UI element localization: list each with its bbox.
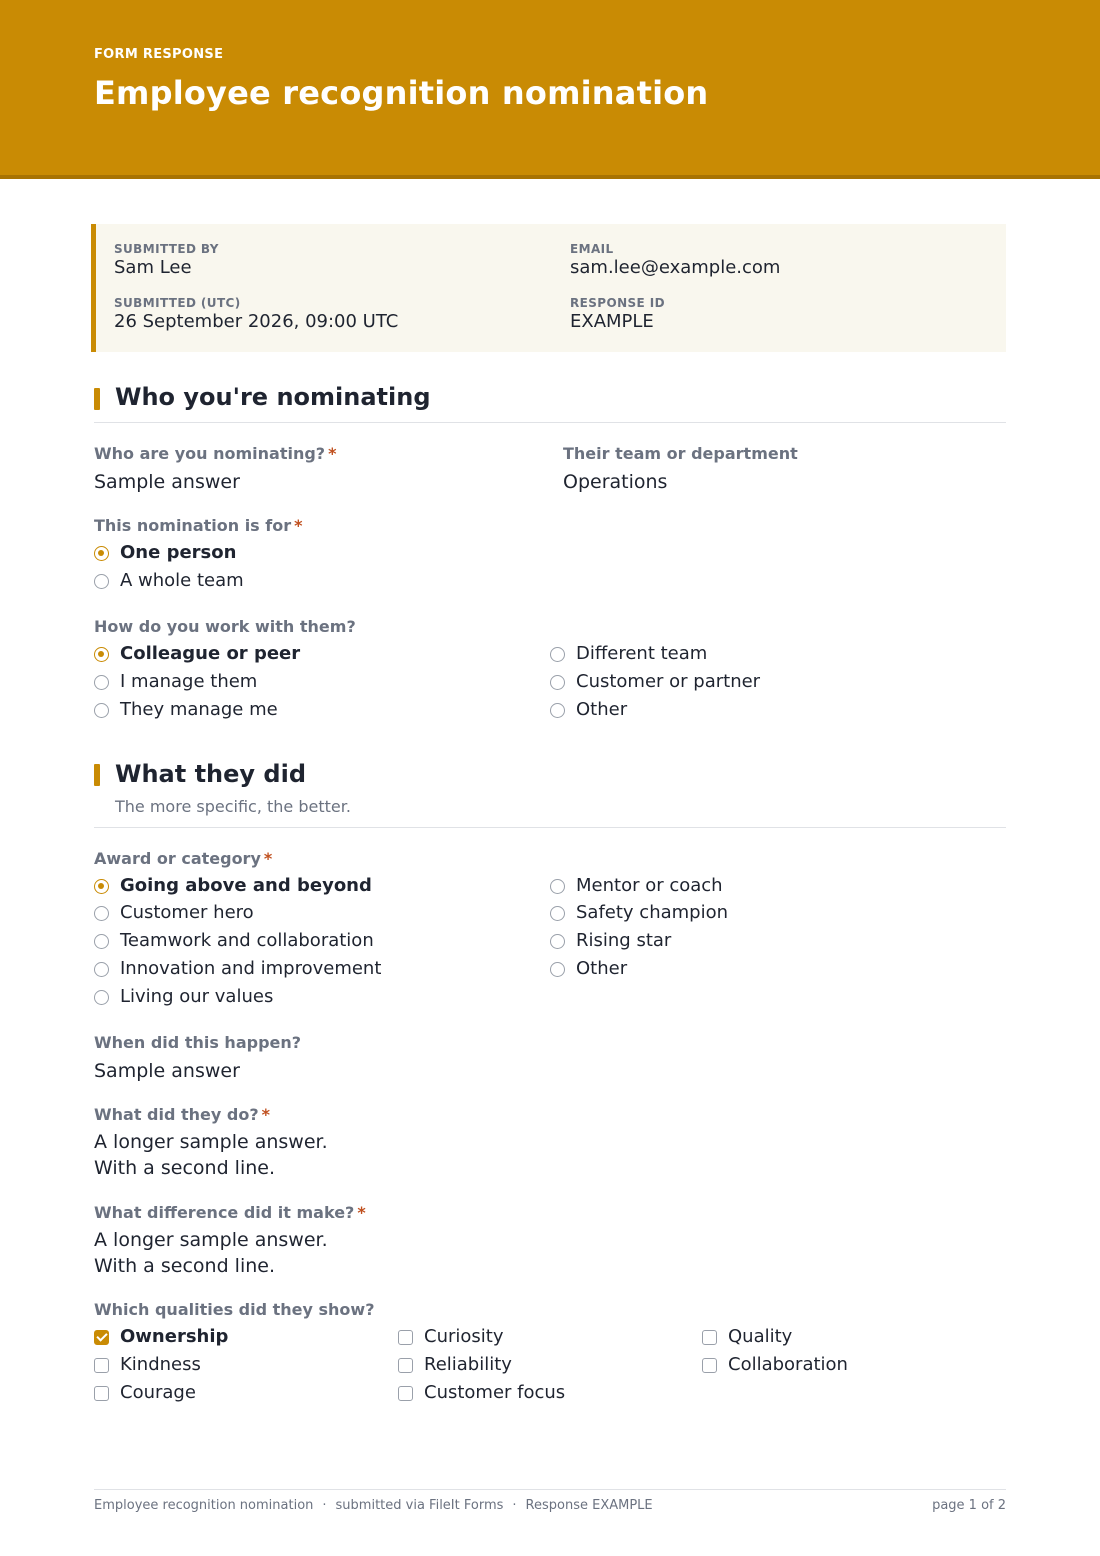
radio-empty-icon (94, 990, 109, 1005)
response-id-value: EXAMPLE (570, 311, 654, 332)
submission-meta-panel (91, 224, 1006, 352)
radio-selected-icon (94, 879, 109, 894)
required-marker: * (261, 1105, 271, 1124)
radio-empty-icon (550, 647, 565, 662)
footer-submitted-via: submitted via FileIt Forms (335, 1498, 504, 1513)
answer-what-line-1: A longer sample answer. (94, 1131, 328, 1153)
question-nomination-for: This nomination is for * (94, 516, 303, 535)
radio-selected-icon (94, 647, 109, 662)
submitted-by-field (114, 242, 219, 279)
radio-empty-icon (550, 934, 565, 949)
radio-empty-icon (550, 879, 565, 894)
page-title: Employee recognition nomination (94, 74, 709, 112)
radio-empty-icon (94, 962, 109, 977)
answer-difference-line-2: With a second line. (94, 1255, 275, 1277)
question-team: Their team or department (563, 444, 798, 463)
page-number: page 1 of 2 (932, 1498, 1006, 1513)
footer-response: Response EXAMPLE (525, 1498, 653, 1513)
question-when: When did this happen? (94, 1033, 302, 1052)
required-marker: * (328, 444, 337, 463)
submitted-date-field (114, 296, 398, 333)
footer-separator: · (322, 1498, 327, 1513)
submitted-date-value: 26 September 2026, 09:00 UTC (114, 311, 399, 332)
answer-nominee: Sample answer (94, 471, 240, 493)
section-accent-bar (94, 764, 100, 786)
radio-empty-icon (94, 703, 109, 718)
section-subtitle: The more specific, the better. (115, 797, 351, 816)
radio-empty-icon (550, 675, 565, 690)
radio-empty-icon (550, 906, 565, 921)
submitted-date-label: SUBMITTED (UTC) (114, 296, 241, 310)
section-title: What they did (115, 760, 307, 788)
radio-selected-icon (94, 546, 109, 561)
email-label: EMAIL (570, 242, 614, 256)
question-award-category: Award or category * (94, 849, 273, 868)
answer-difference-line-1: A longer sample answer. (94, 1229, 328, 1251)
email-field (570, 242, 780, 279)
checkbox-empty-icon (398, 1330, 413, 1345)
radio-empty-icon (550, 962, 565, 977)
question-difference: What difference did it make? * (94, 1203, 366, 1222)
answer-team: Operations (563, 471, 668, 493)
checkbox-empty-icon (702, 1358, 717, 1373)
email-value: sam.lee@example.com (570, 257, 781, 278)
radio-empty-icon (94, 934, 109, 949)
response-id-label: RESPONSE ID (570, 296, 665, 310)
question-relationship: How do you work with them? (94, 617, 356, 636)
section-divider (94, 422, 1006, 423)
section-divider (94, 827, 1006, 828)
checkbox-empty-icon (398, 1386, 413, 1401)
radio-empty-icon (94, 574, 109, 589)
answer-when: Sample answer (94, 1060, 240, 1082)
section-title: Who you're nominating (115, 383, 431, 411)
checkbox-empty-icon (94, 1386, 109, 1401)
header-banner (0, 0, 1100, 179)
radio-empty-icon (94, 906, 109, 921)
checkbox-checked-icon (94, 1330, 109, 1345)
checkbox-empty-icon (702, 1330, 717, 1345)
submitted-by-label: SUBMITTED BY (114, 242, 219, 256)
form-kicker: FORM RESPONSE (94, 47, 224, 62)
question-nominee: Who are you nominating? * (94, 444, 337, 463)
response-id-field (570, 296, 665, 333)
required-marker: * (294, 516, 303, 535)
checkbox-empty-icon (94, 1358, 109, 1373)
footer-info (94, 1498, 653, 1513)
radio-empty-icon (94, 675, 109, 690)
required-marker: * (263, 849, 273, 868)
submitted-by-value: Sam Lee (114, 257, 192, 278)
checkbox-empty-icon (398, 1358, 413, 1373)
answer-what-line-2: With a second line. (94, 1157, 275, 1179)
section-accent-bar (94, 388, 100, 410)
footer-form-name: Employee recognition nomination (94, 1498, 314, 1513)
required-marker: * (357, 1203, 366, 1222)
question-qualities: Which qualities did they show? (94, 1300, 375, 1319)
radio-empty-icon (550, 703, 565, 718)
footer-separator: · (512, 1498, 517, 1513)
footer-divider (94, 1489, 1006, 1490)
question-what-did-they-do: What did they do? * (94, 1105, 271, 1124)
